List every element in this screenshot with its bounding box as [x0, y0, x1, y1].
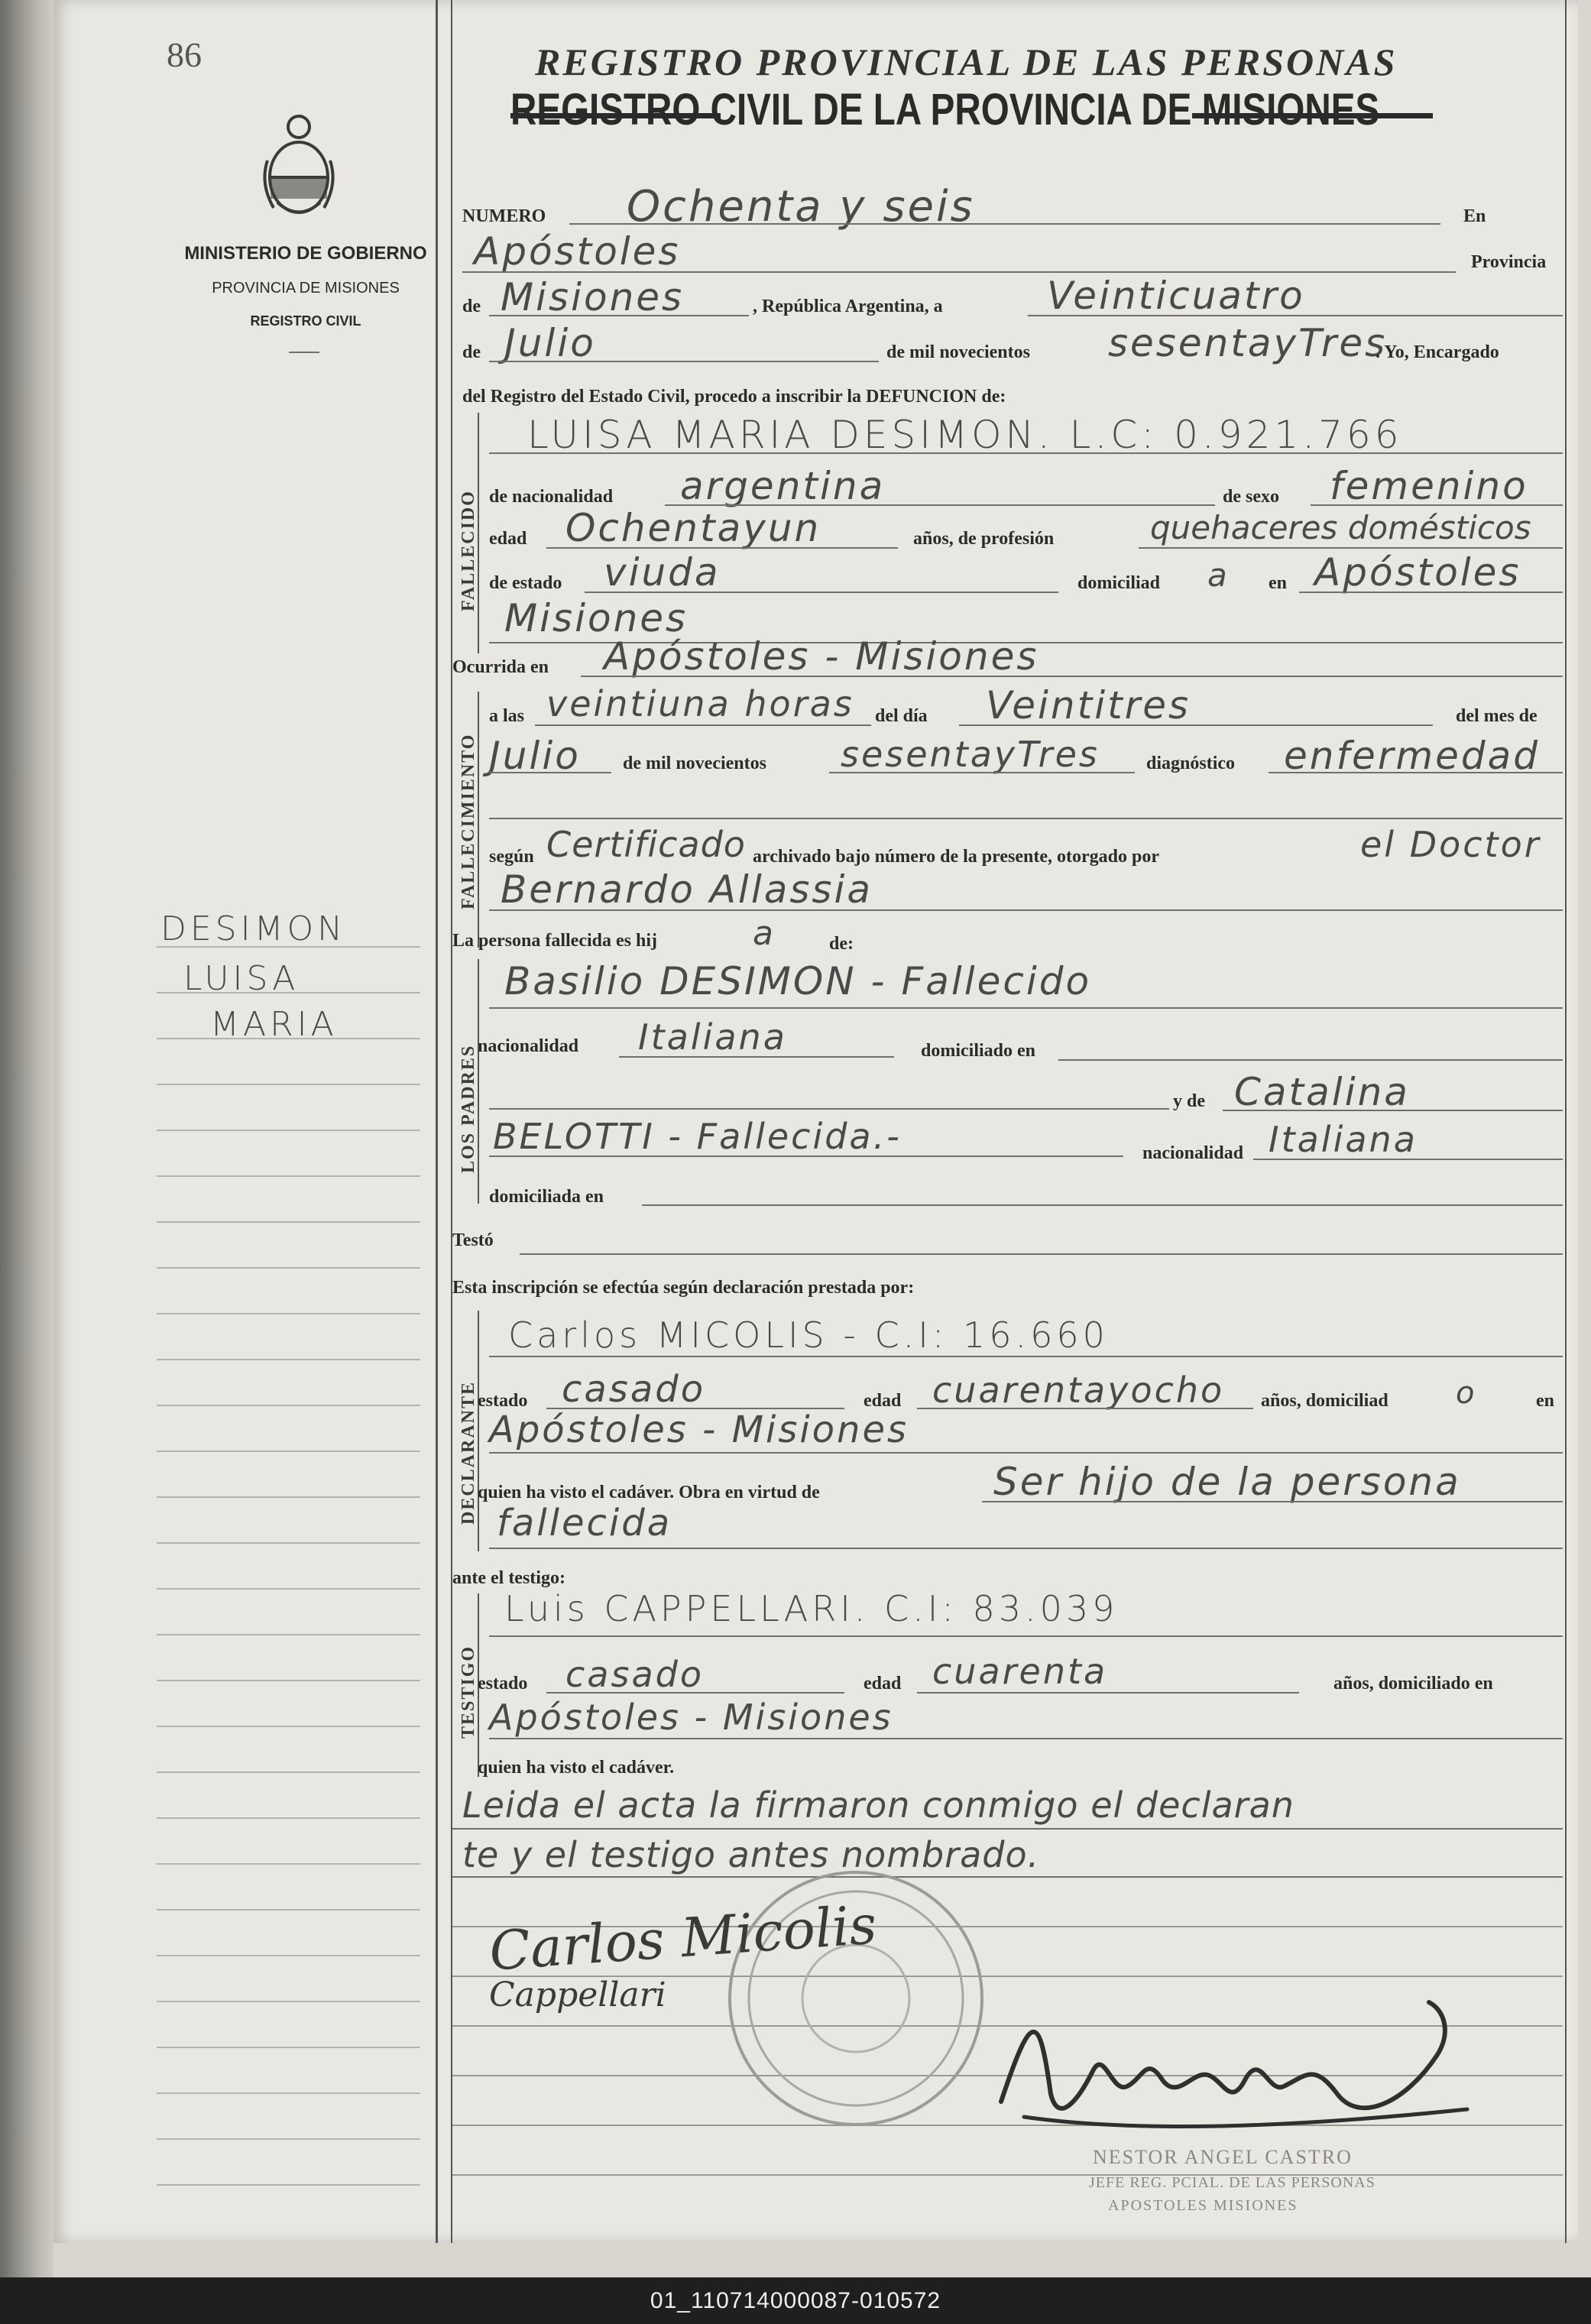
ministry-line-3: REGISTRO CIVIL — [250, 313, 361, 329]
lugar-value: Apóstoles — [474, 229, 681, 274]
ante-label: ante el testigo: — [452, 1568, 565, 1588]
testigo-nombre: Luis CAPPELLARI. C.I: 83.039 — [504, 1588, 1119, 1629]
domicilio-value-2: Misiones — [504, 596, 689, 640]
declarante-domicilio-suffix: o — [1456, 1376, 1477, 1411]
visto-label: quien ha visto el cadáver. Obra en virtud de — [478, 1483, 820, 1502]
mes-value: Julio — [504, 321, 596, 365]
book-spine — [0, 0, 53, 2277]
profesion-value: quehaceres domésticos — [1150, 509, 1531, 546]
printed-title: REGISTRO CIVIL DE LA PROVINCIA DE MISIONES — [510, 85, 1380, 135]
edad-value: Ochentayun — [565, 506, 821, 550]
testo-label: Testó — [452, 1230, 494, 1250]
archivado-label: archivado bajo número de la presente, otorgado por — [753, 847, 1159, 867]
virtud-value-2: fallecida — [497, 1502, 672, 1544]
republica-label: , República Argentina, a — [753, 297, 943, 316]
en-label: En — [1463, 206, 1486, 226]
margin-rule — [451, 0, 452, 2243]
declaracion-label: Esta inscripción se efectúa según declaración prestada por: — [452, 1278, 915, 1298]
virtud-value-1: Ser hijo de la persona — [993, 1460, 1461, 1504]
sexo-label: de sexo — [1223, 487, 1279, 507]
testigo-domicilio-value: Apóstoles - Misiones — [489, 1697, 893, 1738]
registro-line: del Registro del Estado Civil, procedo a inscribir la DEFUNCION de: — [462, 387, 1006, 407]
ministry-line-2: PROVINCIA DE MISIONES — [212, 280, 400, 297]
delmes-label: del mes de — [1456, 706, 1538, 726]
numero-value: Ochenta y seis — [627, 182, 975, 232]
testigo-visto-label: quien ha visto el cadáver. — [478, 1758, 675, 1778]
mil-label-2: de mil novecientos — [623, 754, 766, 773]
en-label-2: en — [1269, 573, 1287, 593]
testigo-domicilio-label: años, domiciliado en — [1333, 1674, 1493, 1694]
section-label-fallecido: FALLECIDO — [459, 490, 478, 611]
testigo-edad-value: cuarenta — [932, 1651, 1108, 1692]
dia-fallecimiento-value: Veintitres — [986, 683, 1191, 728]
estado-value: viuda — [604, 550, 721, 595]
margin-name-second: MARIA — [210, 1005, 338, 1044]
diagnostico-label: diagnóstico — [1146, 754, 1236, 773]
signature-declarante: Carlos Micolis — [487, 1893, 879, 1983]
padre-nacionalidad-value: Italiana — [638, 1016, 787, 1058]
stamp-line-2: JEFE REG. PCIAL. DE LAS PERSONAS — [1089, 2174, 1376, 2191]
medico-value: Bernardo Allassia — [501, 867, 873, 912]
profesion-label: años, de profesión — [913, 529, 1055, 549]
anio-fallecimiento-value: sesentayTres — [841, 734, 1100, 775]
section-label-padres: LOS PADRES — [459, 1044, 478, 1173]
edad-label: edad — [489, 529, 527, 549]
section-label-declarante: DECLARANTE — [459, 1380, 478, 1525]
anio-value: sesentayTres — [1108, 321, 1388, 365]
coat-of-arms-icon — [258, 107, 339, 222]
cierre-line-1: Leida el acta la firmaron conmigo el declaran — [462, 1784, 1295, 1826]
fallecido-nombre: LUISA MARIA DESIMON. L.C: 0.921.766 — [527, 413, 1403, 457]
ministry-line-1: MINISTERIO DE GOBIERNO — [184, 243, 427, 264]
madre-nacionalidad-label: nacionalidad — [1142, 1143, 1244, 1163]
declarante-en-label: en — [1536, 1391, 1554, 1411]
domiciliado-label: domiciliad — [1077, 573, 1161, 593]
documento-value: Certificado — [546, 824, 746, 865]
padre-domicilio-label: domiciliado en — [921, 1041, 1036, 1061]
mes-fallecimiento-value: Julio — [489, 734, 581, 778]
hora-value: veintiuna horas — [546, 683, 854, 724]
otorgado-value: el Doctor — [1360, 824, 1541, 865]
padre-value: Basilio DESIMON - Fallecido — [504, 959, 1092, 1003]
dia-value: Veinticuatro — [1047, 274, 1305, 318]
domiciliado-suffix: a — [1207, 556, 1230, 594]
cierre-line-2: te y el testigo antes nombrado. — [462, 1834, 1040, 1875]
strikethrough-line — [1192, 113, 1433, 118]
margin-name-surname: DESIMON — [160, 909, 347, 948]
margin-name-first: LUISA — [183, 959, 300, 998]
stamped-title: REGISTRO PROVINCIAL DE LAS PERSONAS — [535, 41, 1398, 83]
declarante-estado-label: estado — [478, 1391, 528, 1411]
declarante-domicilio-label: años, domiciliad — [1261, 1391, 1388, 1411]
testigo-estado-value: casado — [565, 1654, 704, 1695]
page-number: 86 — [167, 35, 202, 74]
testigo-edad-label: edad — [864, 1674, 902, 1694]
mil-label: de mil novecientos — [886, 342, 1030, 362]
de-label: de — [462, 297, 481, 316]
declarante-edad-value: cuarentayocho — [932, 1369, 1225, 1411]
nacionalidad-label: de nacionalidad — [489, 487, 614, 507]
stamp-line-1: NESTOR ANGEL CASTRO — [1093, 2146, 1353, 2168]
yo-label: . Yo, Encargado — [1376, 342, 1499, 362]
diagnostico-value: enfermedad — [1284, 734, 1540, 778]
yde-label: y de — [1173, 1091, 1205, 1111]
declarante-nombre: Carlos MICOLIS - C.I: 16.660 — [508, 1314, 1109, 1356]
madre-domicilio-label: domiciliada en — [489, 1187, 604, 1207]
ocurrida-label: Ocurrida en — [452, 657, 549, 677]
madre-nacionalidad-value: Italiana — [1269, 1119, 1418, 1160]
signature-encargado-scribble — [978, 1979, 1498, 2163]
de-label-2: de — [462, 342, 481, 362]
provincia-value: Misiones — [501, 275, 685, 319]
padres-intro-suffix: a — [753, 914, 776, 953]
provincia-label: Provincia — [1471, 252, 1547, 272]
domicilio-value-1: Apóstoles — [1314, 550, 1521, 595]
estado-label: de estado — [489, 573, 562, 593]
alas-label: a las — [489, 706, 525, 726]
section-label-fallecimiento: FALLECIMIENTO — [459, 733, 478, 909]
padre-nacionalidad-label: nacionalidad — [478, 1036, 579, 1056]
sexo-value: femenino — [1330, 464, 1528, 508]
padres-intro-label: La persona fallecida es hij — [452, 931, 657, 951]
madre-nombre-value: Catalina — [1234, 1070, 1410, 1114]
signature-testigo: Cappellari — [489, 1976, 666, 2014]
image-id-footer: 01_110714000087-010572 — [0, 2277, 1591, 2324]
declarante-estado-value: casado — [562, 1368, 706, 1411]
segun-label: según — [489, 847, 534, 867]
declarante-domicilio-value: Apóstoles - Misiones — [489, 1408, 909, 1451]
testigo-estado-label: estado — [478, 1674, 528, 1694]
stamp-line-3: APOSTOLES MISIONES — [1108, 2197, 1298, 2214]
madre-apellido-value: BELOTTI - Fallecida.- — [493, 1116, 902, 1157]
declarante-edad-label: edad — [864, 1391, 902, 1411]
margin-rule — [436, 0, 438, 2243]
ocurrida-value: Apóstoles - Misiones — [604, 634, 1039, 679]
numero-label: NUMERO — [462, 206, 546, 226]
divider — [289, 352, 319, 353]
strikethrough-line — [510, 113, 721, 118]
deldia-label: del día — [875, 706, 928, 726]
right-rule — [1565, 0, 1567, 2243]
padres-de-label: de: — [829, 934, 854, 954]
nacionalidad-value: argentina — [680, 464, 886, 508]
section-label-testigo: TESTIGO — [459, 1645, 478, 1739]
